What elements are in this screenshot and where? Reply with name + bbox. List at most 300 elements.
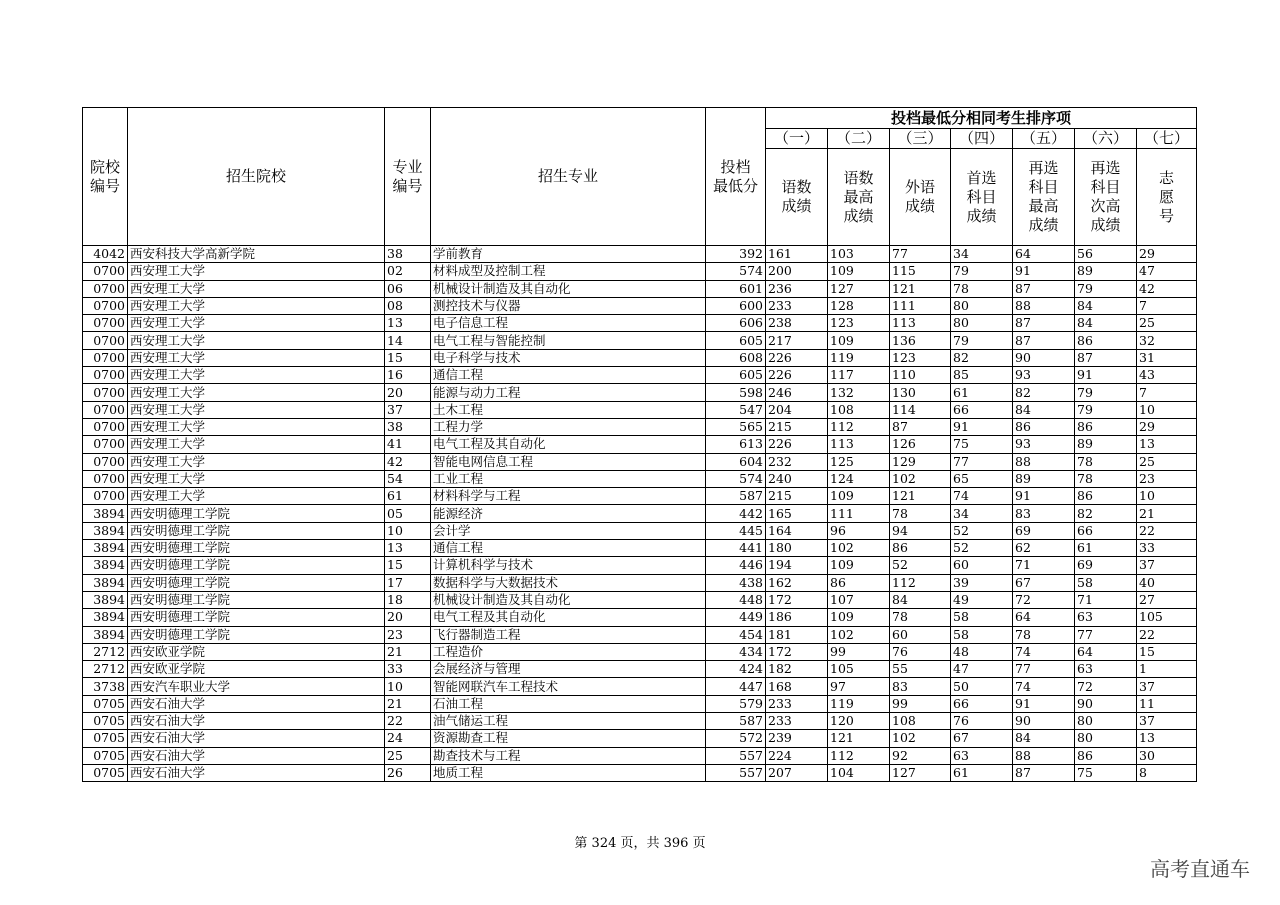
cell-chinese-math-max: 117 [828, 367, 890, 384]
cell-wish-number: 33 [1137, 540, 1197, 557]
cell-major-code: 20 [385, 384, 431, 401]
cell-school-code: 0700 [83, 436, 128, 453]
cell-chinese-math-score: 162 [766, 574, 828, 591]
cell-school-name: 西安明德理工学院 [128, 505, 385, 522]
cell-wish-number: 13 [1137, 436, 1197, 453]
cell-second-subject-max: 88 [1013, 453, 1075, 470]
table-row [83, 557, 1197, 574]
cell-chinese-math-score: 233 [766, 713, 828, 730]
cell-school-code: 3894 [83, 505, 128, 522]
cell-second-subject-max: 89 [1013, 470, 1075, 487]
cell-school-name: 西安理工大学 [128, 470, 385, 487]
cell-min-score: 454 [706, 626, 766, 643]
cell-chinese-math-score: 207 [766, 764, 828, 781]
header-sub-label: 再选 科目 次高 成绩 [1075, 149, 1137, 246]
cell-chinese-math-score: 168 [766, 678, 828, 695]
cell-chinese-math-max: 105 [828, 661, 890, 678]
cell-major-name: 工程力学 [431, 418, 706, 435]
cell-chinese-math-score: 215 [766, 488, 828, 505]
cell-min-score: 447 [706, 678, 766, 695]
cell-min-score: 574 [706, 470, 766, 487]
cell-school-name: 西安明德理工学院 [128, 557, 385, 574]
cell-major-code: 25 [385, 747, 431, 764]
cell-major-name: 电气工程与智能控制 [431, 332, 706, 349]
cell-school-code: 4042 [83, 246, 128, 263]
admission-score-table [82, 107, 1197, 782]
cell-major-code: 13 [385, 315, 431, 332]
cell-major-name: 能源与动力工程 [431, 384, 706, 401]
cell-foreign-language: 126 [890, 436, 951, 453]
cell-major-code: 06 [385, 280, 431, 297]
cell-second-subject-next: 86 [1075, 488, 1137, 505]
cell-school-name: 西安明德理工学院 [128, 609, 385, 626]
cell-second-subject-next: 78 [1075, 470, 1137, 487]
cell-second-subject-next: 79 [1075, 384, 1137, 401]
cell-chinese-math-max: 119 [828, 695, 890, 712]
cell-wish-number: 1 [1137, 661, 1197, 678]
cell-school-name: 西安明德理工学院 [128, 626, 385, 643]
cell-major-name: 智能网联汽车工程技术 [431, 678, 706, 695]
cell-first-subject: 60 [951, 557, 1013, 574]
header-major-name: 招生专业 [431, 108, 706, 246]
cell-second-subject-next: 91 [1075, 367, 1137, 384]
cell-school-name: 西安石油大学 [128, 747, 385, 764]
cell-second-subject-next: 80 [1075, 713, 1137, 730]
cell-second-subject-next: 80 [1075, 730, 1137, 747]
header-sub-number: （七） [1137, 129, 1197, 149]
cell-chinese-math-score: 226 [766, 367, 828, 384]
cell-major-name: 油气储运工程 [431, 713, 706, 730]
cell-min-score: 598 [706, 384, 766, 401]
cell-school-code: 3894 [83, 522, 128, 539]
cell-chinese-math-score: 233 [766, 695, 828, 712]
cell-second-subject-next: 89 [1075, 436, 1137, 453]
cell-wish-number: 22 [1137, 522, 1197, 539]
cell-second-subject-next: 84 [1075, 315, 1137, 332]
table-row [83, 522, 1197, 539]
cell-second-subject-next: 63 [1075, 661, 1137, 678]
cell-min-score: 446 [706, 557, 766, 574]
table-row [83, 678, 1197, 695]
cell-foreign-language: 115 [890, 263, 951, 280]
cell-school-name: 西安理工大学 [128, 488, 385, 505]
cell-second-subject-max: 88 [1013, 297, 1075, 314]
cell-second-subject-next: 58 [1075, 574, 1137, 591]
cell-chinese-math-score: 200 [766, 263, 828, 280]
cell-wish-number: 8 [1137, 764, 1197, 781]
cell-second-subject-next: 77 [1075, 626, 1137, 643]
cell-second-subject-max: 87 [1013, 764, 1075, 781]
cell-major-name: 计算机科学与技术 [431, 557, 706, 574]
cell-first-subject: 50 [951, 678, 1013, 695]
cell-chinese-math-score: 204 [766, 401, 828, 418]
table-row [83, 695, 1197, 712]
cell-min-score: 605 [706, 367, 766, 384]
table-row [83, 246, 1197, 263]
cell-foreign-language: 129 [890, 453, 951, 470]
cell-school-name: 西安欧亚学院 [128, 643, 385, 660]
cell-major-name: 电子信息工程 [431, 315, 706, 332]
header-sub-label: 语数 最高 成绩 [828, 149, 890, 246]
cell-foreign-language: 108 [890, 713, 951, 730]
cell-major-name: 电子科学与技术 [431, 349, 706, 366]
cell-second-subject-next: 75 [1075, 764, 1137, 781]
cell-school-code: 0700 [83, 418, 128, 435]
cell-second-subject-next: 79 [1075, 401, 1137, 418]
table-row [83, 505, 1197, 522]
cell-wish-number: 27 [1137, 591, 1197, 608]
cell-second-subject-max: 87 [1013, 332, 1075, 349]
cell-chinese-math-max: 132 [828, 384, 890, 401]
cell-foreign-language: 55 [890, 661, 951, 678]
cell-major-code: 02 [385, 263, 431, 280]
cell-first-subject: 75 [951, 436, 1013, 453]
cell-chinese-math-max: 103 [828, 246, 890, 263]
cell-first-subject: 74 [951, 488, 1013, 505]
cell-chinese-math-max: 121 [828, 730, 890, 747]
cell-second-subject-max: 74 [1013, 643, 1075, 660]
cell-school-code: 0700 [83, 384, 128, 401]
cell-first-subject: 66 [951, 401, 1013, 418]
cell-foreign-language: 84 [890, 591, 951, 608]
cell-foreign-language: 86 [890, 540, 951, 557]
cell-second-subject-max: 90 [1013, 349, 1075, 366]
cell-school-name: 西安欧亚学院 [128, 661, 385, 678]
cell-wish-number: 37 [1137, 557, 1197, 574]
table-row [83, 297, 1197, 314]
cell-chinese-math-max: 109 [828, 557, 890, 574]
cell-major-code: 18 [385, 591, 431, 608]
cell-second-subject-next: 69 [1075, 557, 1137, 574]
cell-min-score: 565 [706, 418, 766, 435]
cell-foreign-language: 110 [890, 367, 951, 384]
cell-school-name: 西安理工大学 [128, 367, 385, 384]
cell-min-score: 579 [706, 695, 766, 712]
cell-school-code: 0705 [83, 713, 128, 730]
cell-chinese-math-max: 109 [828, 332, 890, 349]
table-row [83, 540, 1197, 557]
cell-first-subject: 52 [951, 540, 1013, 557]
cell-wish-number: 37 [1137, 678, 1197, 695]
cell-wish-number: 37 [1137, 713, 1197, 730]
cell-major-code: 42 [385, 453, 431, 470]
cell-second-subject-max: 91 [1013, 488, 1075, 505]
cell-foreign-language: 102 [890, 470, 951, 487]
cell-school-code: 3894 [83, 626, 128, 643]
cell-school-name: 西安理工大学 [128, 401, 385, 418]
table-row [83, 263, 1197, 280]
cell-school-code: 3894 [83, 574, 128, 591]
cell-school-code: 0700 [83, 297, 128, 314]
cell-second-subject-max: 90 [1013, 713, 1075, 730]
cell-wish-number: 43 [1137, 367, 1197, 384]
cell-school-code: 3894 [83, 557, 128, 574]
cell-foreign-language: 76 [890, 643, 951, 660]
cell-first-subject: 67 [951, 730, 1013, 747]
cell-school-code: 0700 [83, 470, 128, 487]
cell-foreign-language: 78 [890, 609, 951, 626]
table-row [83, 367, 1197, 384]
page-footer: 第 324 页，共 396 页 [574, 836, 706, 851]
cell-chinese-math-max: 97 [828, 678, 890, 695]
cell-major-code: 54 [385, 470, 431, 487]
cell-school-code: 0700 [83, 263, 128, 280]
cell-second-subject-max: 64 [1013, 246, 1075, 263]
cell-foreign-language: 114 [890, 401, 951, 418]
cell-second-subject-max: 77 [1013, 661, 1075, 678]
cell-second-subject-max: 78 [1013, 626, 1075, 643]
cell-first-subject: 76 [951, 713, 1013, 730]
cell-major-code: 15 [385, 349, 431, 366]
cell-chinese-math-score: 246 [766, 384, 828, 401]
cell-wish-number: 11 [1137, 695, 1197, 712]
cell-second-subject-next: 90 [1075, 695, 1137, 712]
cell-min-score: 434 [706, 643, 766, 660]
cell-school-name: 西安理工大学 [128, 349, 385, 366]
cell-wish-number: 32 [1137, 332, 1197, 349]
cell-major-code: 22 [385, 713, 431, 730]
header-school-name: 招生院校 [128, 108, 385, 246]
cell-min-score: 613 [706, 436, 766, 453]
cell-major-code: 33 [385, 661, 431, 678]
cell-second-subject-next: 61 [1075, 540, 1137, 557]
cell-major-name: 会展经济与管理 [431, 661, 706, 678]
table-row [83, 453, 1197, 470]
cell-first-subject: 47 [951, 661, 1013, 678]
cell-chinese-math-score: 182 [766, 661, 828, 678]
cell-chinese-math-score: 233 [766, 297, 828, 314]
cell-major-name: 地质工程 [431, 764, 706, 781]
cell-school-name: 西安理工大学 [128, 315, 385, 332]
cell-chinese-math-max: 112 [828, 418, 890, 435]
cell-school-code: 0700 [83, 453, 128, 470]
cell-second-subject-max: 84 [1013, 401, 1075, 418]
cell-chinese-math-score: 164 [766, 522, 828, 539]
cell-min-score: 424 [706, 661, 766, 678]
header-sub-number: （二） [828, 129, 890, 149]
cell-foreign-language: 111 [890, 297, 951, 314]
cell-second-subject-next: 84 [1075, 297, 1137, 314]
cell-major-code: 41 [385, 436, 431, 453]
cell-chinese-math-max: 112 [828, 747, 890, 764]
header-sub-label: 再选 科目 最高 成绩 [1013, 149, 1075, 246]
cell-major-code: 61 [385, 488, 431, 505]
cell-wish-number: 29 [1137, 246, 1197, 263]
cell-min-score: 547 [706, 401, 766, 418]
cell-school-name: 西安石油大学 [128, 695, 385, 712]
cell-school-code: 0700 [83, 349, 128, 366]
cell-major-code: 24 [385, 730, 431, 747]
cell-school-name: 西安理工大学 [128, 263, 385, 280]
cell-chinese-math-max: 102 [828, 626, 890, 643]
cell-chinese-math-max: 99 [828, 643, 890, 660]
cell-min-score: 587 [706, 713, 766, 730]
header-sub-label: 语数 成绩 [766, 149, 828, 246]
cell-school-code: 3738 [83, 678, 128, 695]
cell-min-score: 557 [706, 764, 766, 781]
cell-foreign-language: 123 [890, 349, 951, 366]
cell-min-score: 572 [706, 730, 766, 747]
cell-second-subject-max: 64 [1013, 609, 1075, 626]
cell-foreign-language: 78 [890, 505, 951, 522]
table-row [83, 384, 1197, 401]
cell-chinese-math-max: 109 [828, 263, 890, 280]
cell-major-code: 23 [385, 626, 431, 643]
cell-wish-number: 21 [1137, 505, 1197, 522]
table-row [83, 643, 1197, 660]
cell-chinese-math-max: 107 [828, 591, 890, 608]
cell-major-name: 学前教育 [431, 246, 706, 263]
cell-foreign-language: 99 [890, 695, 951, 712]
cell-school-code: 0700 [83, 280, 128, 297]
cell-first-subject: 80 [951, 297, 1013, 314]
cell-wish-number: 42 [1137, 280, 1197, 297]
cell-school-code: 3894 [83, 591, 128, 608]
cell-second-subject-next: 82 [1075, 505, 1137, 522]
cell-school-name: 西安石油大学 [128, 764, 385, 781]
cell-second-subject-max: 88 [1013, 747, 1075, 764]
cell-wish-number: 25 [1137, 453, 1197, 470]
cell-school-name: 西安理工大学 [128, 332, 385, 349]
cell-min-score: 445 [706, 522, 766, 539]
cell-school-code: 2712 [83, 661, 128, 678]
cell-school-code: 0700 [83, 332, 128, 349]
cell-school-name: 西安汽车职业大学 [128, 678, 385, 695]
cell-second-subject-max: 84 [1013, 730, 1075, 747]
cell-first-subject: 34 [951, 505, 1013, 522]
cell-second-subject-next: 89 [1075, 263, 1137, 280]
cell-second-subject-max: 86 [1013, 418, 1075, 435]
cell-second-subject-next: 66 [1075, 522, 1137, 539]
cell-first-subject: 61 [951, 764, 1013, 781]
cell-chinese-math-score: 217 [766, 332, 828, 349]
header-tie-break-group: 投档最低分相同考生排序项 [766, 108, 1197, 129]
cell-chinese-math-max: 123 [828, 315, 890, 332]
cell-school-name: 西安理工大学 [128, 280, 385, 297]
cell-chinese-math-score: 186 [766, 609, 828, 626]
cell-foreign-language: 92 [890, 747, 951, 764]
cell-chinese-math-max: 125 [828, 453, 890, 470]
cell-major-code: 16 [385, 367, 431, 384]
cell-wish-number: 13 [1137, 730, 1197, 747]
cell-foreign-language: 130 [890, 384, 951, 401]
cell-school-code: 2712 [83, 643, 128, 660]
cell-min-score: 600 [706, 297, 766, 314]
table-row [83, 747, 1197, 764]
cell-chinese-math-max: 128 [828, 297, 890, 314]
table-row [83, 730, 1197, 747]
cell-second-subject-max: 87 [1013, 315, 1075, 332]
cell-chinese-math-score: 165 [766, 505, 828, 522]
cell-min-score: 449 [706, 609, 766, 626]
cell-major-name: 飞行器制造工程 [431, 626, 706, 643]
cell-foreign-language: 113 [890, 315, 951, 332]
cell-min-score: 438 [706, 574, 766, 591]
cell-min-score: 442 [706, 505, 766, 522]
cell-chinese-math-score: 238 [766, 315, 828, 332]
cell-first-subject: 63 [951, 747, 1013, 764]
cell-min-score: 392 [706, 246, 766, 263]
cell-wish-number: 7 [1137, 384, 1197, 401]
cell-second-subject-next: 87 [1075, 349, 1137, 366]
table-row [83, 436, 1197, 453]
cell-second-subject-max: 74 [1013, 678, 1075, 695]
cell-first-subject: 80 [951, 315, 1013, 332]
table-row [83, 626, 1197, 643]
cell-second-subject-next: 79 [1075, 280, 1137, 297]
cell-major-code: 26 [385, 764, 431, 781]
table-row [83, 401, 1197, 418]
cell-wish-number: 40 [1137, 574, 1197, 591]
cell-foreign-language: 52 [890, 557, 951, 574]
header-min-score: 投档 最低分 [706, 108, 766, 246]
cell-first-subject: 52 [951, 522, 1013, 539]
cell-chinese-math-score: 226 [766, 436, 828, 453]
cell-foreign-language: 112 [890, 574, 951, 591]
cell-chinese-math-score: 226 [766, 349, 828, 366]
cell-school-code: 0700 [83, 488, 128, 505]
table-row [83, 574, 1197, 591]
cell-first-subject: 58 [951, 609, 1013, 626]
header-sub-number: （六） [1075, 129, 1137, 149]
cell-major-code: 17 [385, 574, 431, 591]
cell-major-code: 10 [385, 678, 431, 695]
header-sub-number: （五） [1013, 129, 1075, 149]
cell-major-name: 机械设计制造及其自动化 [431, 280, 706, 297]
table-row [83, 349, 1197, 366]
cell-school-name: 西安明德理工学院 [128, 540, 385, 557]
cell-first-subject: 61 [951, 384, 1013, 401]
cell-wish-number: 10 [1137, 401, 1197, 418]
cell-foreign-language: 136 [890, 332, 951, 349]
table-row [83, 332, 1197, 349]
cell-min-score: 587 [706, 488, 766, 505]
cell-first-subject: 34 [951, 246, 1013, 263]
table-row [83, 764, 1197, 781]
cell-school-code: 0705 [83, 764, 128, 781]
cell-second-subject-max: 83 [1013, 505, 1075, 522]
cell-wish-number: 15 [1137, 643, 1197, 660]
table-body [83, 246, 1197, 782]
cell-chinese-math-score: 224 [766, 747, 828, 764]
cell-major-name: 数据科学与大数据技术 [431, 574, 706, 591]
cell-chinese-math-max: 102 [828, 540, 890, 557]
cell-first-subject: 82 [951, 349, 1013, 366]
cell-second-subject-next: 86 [1075, 332, 1137, 349]
cell-wish-number: 23 [1137, 470, 1197, 487]
cell-first-subject: 65 [951, 470, 1013, 487]
cell-second-subject-next: 86 [1075, 747, 1137, 764]
cell-chinese-math-max: 113 [828, 436, 890, 453]
cell-chinese-math-max: 104 [828, 764, 890, 781]
cell-school-name: 西安理工大学 [128, 297, 385, 314]
cell-major-name: 材料科学与工程 [431, 488, 706, 505]
cell-school-name: 西安石油大学 [128, 713, 385, 730]
cell-min-score: 608 [706, 349, 766, 366]
cell-school-name: 西安理工大学 [128, 436, 385, 453]
cell-chinese-math-max: 109 [828, 609, 890, 626]
cell-chinese-math-max: 119 [828, 349, 890, 366]
cell-school-name: 西安理工大学 [128, 418, 385, 435]
cell-first-subject: 78 [951, 280, 1013, 297]
cell-first-subject: 91 [951, 418, 1013, 435]
cell-school-code: 0700 [83, 315, 128, 332]
cell-chinese-math-score: 172 [766, 643, 828, 660]
cell-second-subject-next: 78 [1075, 453, 1137, 470]
cell-wish-number: 29 [1137, 418, 1197, 435]
cell-second-subject-next: 72 [1075, 678, 1137, 695]
cell-chinese-math-max: 111 [828, 505, 890, 522]
